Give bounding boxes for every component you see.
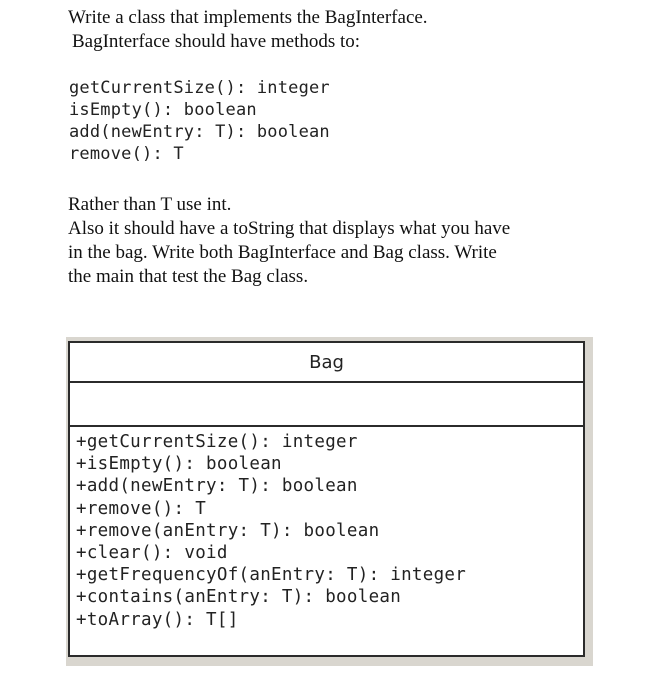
- task-line: the main that test the Bag class.: [68, 266, 309, 287]
- method-item: isEmpty(): boolean: [69, 100, 257, 120]
- interface-method-list: [69, 77, 330, 165]
- intro-line: Write a class that implements the BagInterface.: [68, 7, 428, 28]
- uml-operation: +remove(): T: [76, 498, 207, 519]
- task-line: in the bag. Write both BagInterface and Bag class. Write: [68, 242, 497, 263]
- intro-line: BagInterface should have methods to:: [72, 31, 361, 52]
- uml-operation: +getCurrentSize(): integer: [76, 432, 358, 452]
- task-line: Rather than T use int.: [68, 194, 232, 215]
- uml-operation: +isEmpty(): boolean: [76, 454, 282, 475]
- uml-attributes-compartment: [70, 383, 583, 427]
- uml-operation: +add(newEntry: T): boolean: [76, 476, 358, 497]
- uml-operation: +toArray(): T[]: [76, 609, 239, 630]
- uml-operation: +contains(anEntry: T): boolean: [76, 587, 402, 608]
- uml-class-name-compartment: [70, 343, 583, 383]
- method-item: add(newEntry: T): boolean: [69, 122, 330, 142]
- task-text: [68, 193, 628, 289]
- uml-class-name: Bag: [309, 352, 344, 373]
- uml-operation: +clear(): void: [76, 543, 228, 564]
- uml-class-diagram: [68, 341, 585, 657]
- method-item: getCurrentSize(): integer: [69, 78, 330, 98]
- uml-operation: +getFrequencyOf(anEntry: T): integer: [76, 565, 467, 586]
- uml-operations-compartment: [76, 431, 466, 631]
- uml-operation: +remove(anEntry: T): boolean: [76, 520, 380, 541]
- task-line: Also it should have a toString that displays what you have: [68, 218, 511, 239]
- intro-text: [68, 6, 628, 54]
- method-item: remove(): T: [69, 144, 184, 164]
